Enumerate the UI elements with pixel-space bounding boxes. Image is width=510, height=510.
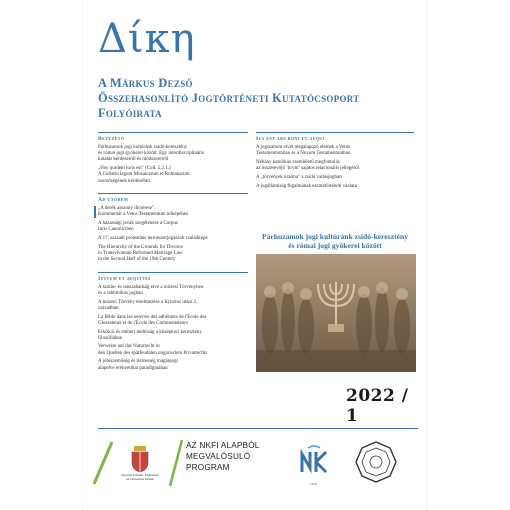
section-rule bbox=[256, 132, 414, 133]
contents-entry-line: Néhány katolikus szemléletű megfontolás bbox=[256, 159, 340, 165]
journal-title-line: Folyóirata bbox=[98, 106, 162, 120]
contents-entry-line: A házassági javak szegélenése a Corpus bbox=[98, 221, 178, 227]
contents-entry bbox=[98, 145, 248, 164]
contents-entry bbox=[256, 184, 414, 190]
contents-entry bbox=[256, 145, 414, 157]
contents-entry bbox=[98, 206, 248, 218]
journal-cover bbox=[84, 0, 426, 510]
contents-entry-line: in Transylvanian Reformed Marriage Law bbox=[98, 250, 183, 256]
contents-entry bbox=[98, 315, 248, 327]
contents-entry bbox=[98, 236, 248, 242]
contents-entry-line: A jogszabom elvét megalapozó elemek a Vetus bbox=[256, 145, 351, 150]
contents-entry-line: A „törvények uralma" a zsidó vallásjogban bbox=[256, 174, 342, 180]
program-label-line: MEGVALÓSULÓ bbox=[186, 452, 251, 461]
relief-illustration bbox=[256, 254, 416, 372]
contents-entry-line: Kommentár a Vetus Testamentum nőképéhez bbox=[98, 212, 189, 218]
section-heading: Iustum et aequitas bbox=[98, 275, 151, 282]
contents-entry-line: The Hierarchy of the Grounds for Divorce bbox=[98, 244, 183, 250]
contents-entry-line: La Bible dans les oeuvres des adhérants de l'École des bbox=[98, 314, 207, 320]
feature-title-line: Párhuzamok jogi kultúránk zsidó-keresztény bbox=[261, 232, 409, 241]
contents-entry-line: Verweise auf das Naturrecht in bbox=[98, 344, 160, 350]
contents-entry-line: Glossateurs et de l'École des Commentateurs bbox=[98, 320, 188, 326]
journal-logo: Δίκη bbox=[98, 16, 196, 62]
contents-entry bbox=[98, 359, 248, 371]
green-slash-icon bbox=[166, 438, 186, 488]
contents-entry-line: A Collatio legum Mosaicarum et Romanarum bbox=[98, 172, 190, 178]
contents-entry bbox=[256, 160, 414, 172]
contents-entry bbox=[98, 330, 248, 342]
contents-entry bbox=[98, 285, 248, 297]
section-rule bbox=[98, 272, 248, 273]
contents-entry-line: „Hoc quidem iuris est" (Coll. 5.2.1.) bbox=[98, 166, 171, 172]
program-label bbox=[186, 440, 286, 473]
program-label-line: AZ NKFI ALAPBÓL bbox=[186, 441, 260, 450]
contents-entry bbox=[98, 166, 248, 185]
contents-entry-line: in the Second Half of the 19th Century bbox=[98, 257, 176, 263]
contents-entry-line: A szolás- és tanszabadság elve a mózesi Törvényben bbox=[98, 284, 204, 290]
contents-entry-line: „A derék asszony dicsérete". bbox=[98, 206, 156, 212]
contents-entry-line: A jóhiszeműség és tisztesség magánjogi bbox=[98, 359, 178, 365]
journal-title-line: A Márkus Dezső bbox=[98, 76, 193, 90]
contents-entry-line: Testamentumban és a Novum Testamentumban bbox=[256, 151, 351, 157]
contents-entry-line: Erkölcsi és emberi méltóság a középkori keresztény bbox=[98, 329, 202, 335]
contents-entry-line: den Quellen des spätfeudalen ungarischen Privatrechts bbox=[98, 350, 208, 356]
contents-right-column bbox=[256, 132, 414, 192]
contents-entry-line: században bbox=[98, 305, 119, 311]
footer-divider bbox=[98, 428, 418, 429]
contents-left-column bbox=[98, 132, 248, 374]
contents-entry-line: Párhuzamok jogi kultúránk zsidó-keresztény bbox=[98, 145, 188, 150]
university-seal-icon bbox=[354, 440, 398, 484]
agency-name-line: és Innovációs Hivatal bbox=[126, 476, 154, 481]
contents-entry-line: kutatás kérdéseiről és módszereiről bbox=[98, 157, 169, 163]
section-heading: Bevezető bbox=[98, 136, 125, 142]
nkik-logo-icon bbox=[294, 442, 334, 482]
nkik-label: NKIK bbox=[310, 482, 318, 486]
contents-entry bbox=[98, 344, 248, 356]
journal-title-line: Összehasonlító Jogtörténeti Kutatócsoport bbox=[98, 91, 360, 105]
contents-entry bbox=[98, 221, 248, 233]
contents-entry-line: és a rabbinikus jogban bbox=[98, 291, 143, 297]
contents-entry bbox=[256, 175, 414, 181]
contents-entry-line: az összetevőjű ‘ḥrym’ sajátos relacionális jellegéről bbox=[256, 166, 360, 172]
section-heading: Ius est ars boni et aequi bbox=[256, 136, 325, 142]
journal-title bbox=[98, 76, 418, 121]
section-rule bbox=[98, 193, 248, 194]
section-heading: Ad uxorem bbox=[98, 197, 129, 204]
program-label-line: PROGRAM bbox=[186, 463, 230, 472]
cover-relief-image bbox=[256, 254, 416, 372]
contents-entry-line: szerzőségének kérdéséhez bbox=[98, 178, 151, 184]
contents-entry bbox=[98, 300, 248, 312]
contents-entry bbox=[98, 245, 248, 264]
feature-title bbox=[256, 232, 414, 250]
contents-entry-line: A 17. századi protestáns természetjogászok családképe bbox=[98, 236, 208, 242]
section-rule bbox=[98, 132, 248, 133]
contents-entry-line: alapelve erényetikai paradigmában bbox=[98, 365, 168, 371]
agency-name-line: Nemzeti Kutatási, Fejlesztési bbox=[121, 473, 159, 477]
contents-entry-line: Iuris Canoniciben bbox=[98, 227, 134, 233]
contents-entry-line: A mózesi Törvény értelmezése a Krisztus utáni 2. bbox=[98, 299, 198, 305]
contents-entry-line: filozófiában bbox=[98, 335, 123, 341]
cover-footer bbox=[84, 434, 426, 510]
hungarian-crest-icon bbox=[128, 444, 152, 474]
agency-name bbox=[114, 474, 166, 481]
issue-number: 2022 / 1 bbox=[346, 386, 409, 426]
contents-entry-line: és római jogi gyökerei között. Egy interdiszciplináris bbox=[98, 151, 205, 157]
feature-title-line: és római jogi gyökerei között bbox=[288, 241, 382, 250]
contents-entry-line: A jogállamiság fogalmának eszmetörténeti vázlata bbox=[256, 183, 357, 189]
